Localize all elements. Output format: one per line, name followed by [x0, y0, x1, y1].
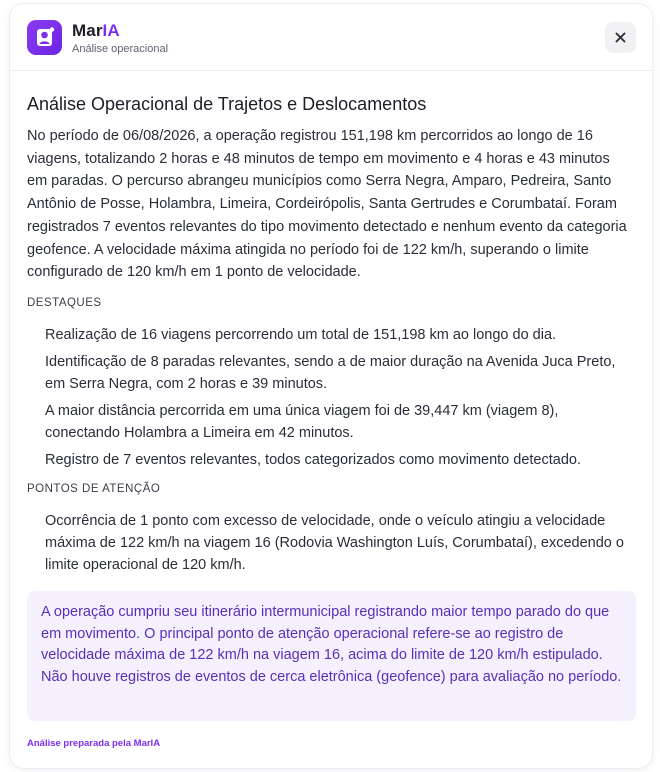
list-item: Realização de 16 viagens percorrendo um total de 151,198 km ao longo do dia.	[45, 327, 557, 343]
conclusion-text: A operação cumpriu seu itinerário intermunicipal registrando maior tempo parado do que em movimento. O principal ponto de atenção operacional refere-se ao registro de velocidade máxima de 122 km/h na viagem 16, acima do limite de 120 km/h estipulado. Não houve registros de eventos de cerca eletrônica (geofence) para avaliação no período.	[41, 604, 622, 685]
attention-heading: PONTOS DE ATENÇÃO	[27, 483, 161, 495]
report-intro: No período de 06/08/2026, a operação registrou 151,198 km percorridos ao longo de 16 viagens, totalizando 2 horas e 48 minutos de tempo em movimento e 4 horas e 43 minutos em paradas. O percurso abrangeu municípios como Serra Negra, Amparo, Pedreira, Santo Antônio de Posse, Holambra, Limeira, Cordeirópolis, Santa Gertrudes e Corumbataí. Foram registrados 7 eventos relevantes do tipo movimento detectado e nenhum evento da categoria geofence. A velocidade máxima atingida no período foi de 122 km/h, superando o limite configurado de 120 km/h em 1 ponto de velocidade.	[27, 128, 627, 281]
brand-name: MarIA	[72, 21, 120, 40]
conclusion-callout	[27, 591, 636, 721]
analysis-dialog	[10, 4, 652, 768]
list-item: Identificação de 8 paradas relevantes, sendo a de maior duração na Avenida Juca Preto, em Serra Negra, com 2 horas e 39 minutos.	[45, 354, 616, 392]
report-footer: Análise preparada pela MarIA	[27, 738, 161, 749]
close-icon	[614, 31, 627, 44]
list-item: Ocorrência de 1 ponto com excesso de velocidade, onde o veículo atingiu a velocidade máxima de 122 km/h na viagem 16 (Rodovia Washington Luís, Corumbataí), excedendo o limite operacional de 120 km/h.	[45, 513, 624, 573]
list-item: A maior distância percorrida em uma única viagem foi de 39,447 km (viagem 8), conectando Holambra a Limeira em 42 minutos.	[45, 403, 559, 441]
highlights-heading: DESTAQUES	[27, 297, 102, 309]
close-button[interactable]	[605, 22, 636, 53]
dialog-header	[10, 4, 652, 71]
attention-list	[45, 510, 637, 581]
highlights-list	[45, 324, 637, 476]
assistant-avatar-icon	[27, 20, 62, 55]
report-title: Análise Operacional de Trajetos e Deslocamentos	[27, 94, 427, 114]
list-item: Registro de 7 eventos relevantes, todos categorizados como movimento detectado.	[45, 452, 581, 468]
brand-subtitle: Análise operacional	[72, 43, 169, 55]
